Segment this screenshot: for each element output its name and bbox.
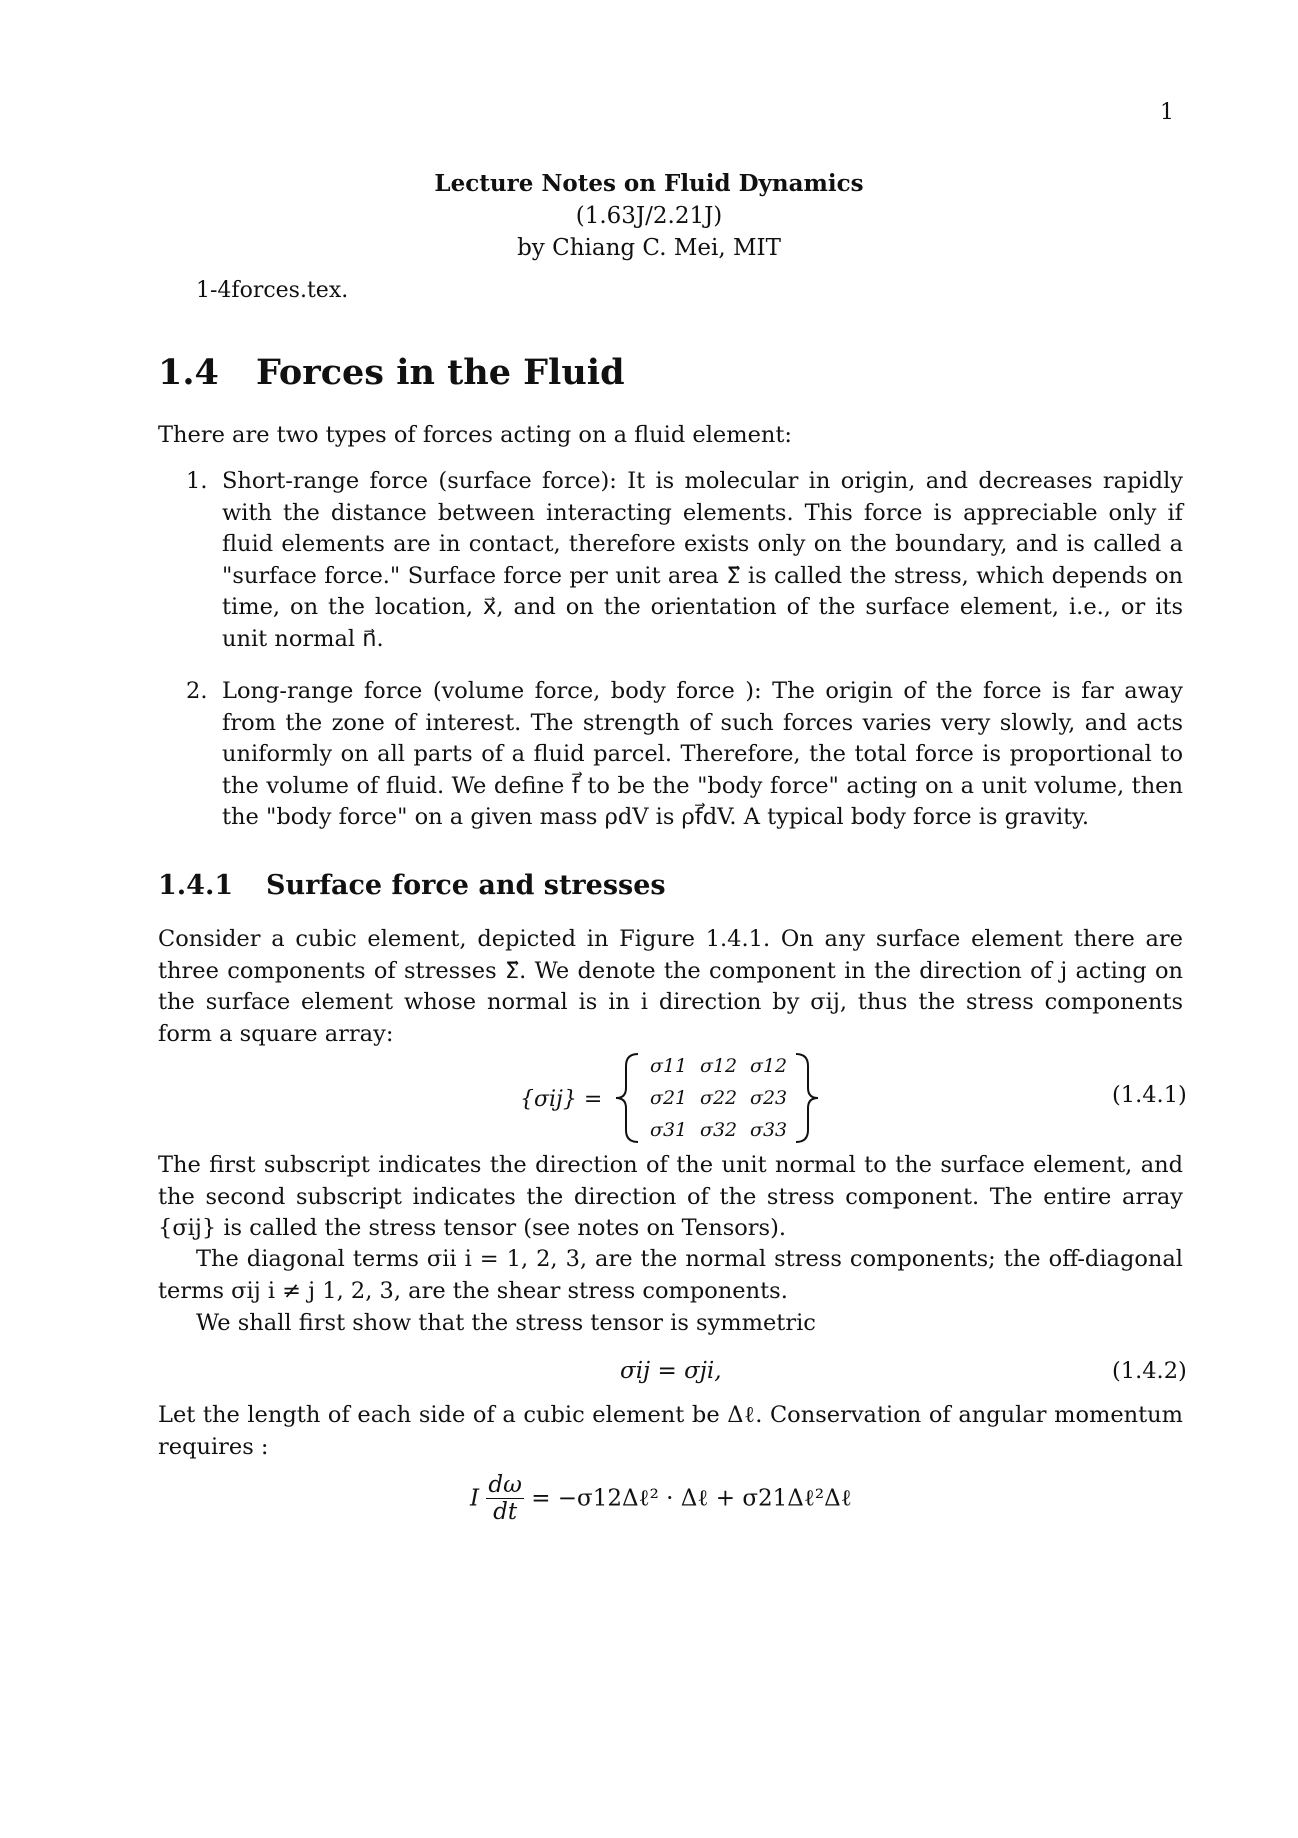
document-title: Lecture Notes on Fluid Dynamics [434,170,864,197]
title-block [0,168,1298,264]
subsection-heading [158,870,666,901]
matrix-cell: σ21 [650,1087,688,1109]
matrix-cell: σ11 [650,1055,688,1077]
matrix-cell: σ12 [700,1055,738,1077]
paragraph [158,1244,1183,1307]
matrix-cell: σ12 [750,1055,788,1077]
list-item [158,466,1183,655]
paragraph: Consider a cubic element, depicted in Figure 1.4.1. On any surface element there are three components of stresses Σ⃗. We denote the component in the direction of j acting on the surface element whose normal is in i direction by σij, thus the stress components form a square array: [158,926,1183,1047]
section-title: Forces in the Fluid [256,352,625,393]
eq-coefficient: I [470,1485,480,1512]
section-heading [158,352,625,393]
fraction-numerator: dω [488,1472,522,1498]
angular-momentum-equation [470,1472,852,1525]
list-marker: 2. [186,678,208,704]
course-number: (1.63J/2.21J) [575,203,723,229]
equation-label: (1.4.1) [1112,1082,1187,1108]
equation-label: (1.4.2) [1112,1358,1187,1384]
file-name: 1-4forces.tex. [196,278,349,303]
page-number: 1 [1160,100,1174,125]
eq-right-side: = −σ12Δℓ² · Δℓ + σ21Δℓ²Δℓ [531,1485,852,1512]
subsection-title: Surface force and stresses [266,870,666,901]
right-brace [796,1054,818,1142]
list-item-text: Long-range force (volume force, body force ): The origin of the force is far away from the zone of interest. The strength of such forces varies very slowly, and acts uniformly on all parts of a fluid parcel. Therefore, the total force is proportional to the volume of fluid. We define f⃗ to be the "body force" acting on a unit volume, then the "body force" on a given mass ρdV is ρf⃗dV. A typical body force is gravity. [222,678,1183,830]
matrix-cell: σ33 [750,1119,788,1141]
section-number: 1.4 [158,352,219,393]
matrix-cell: σ22 [700,1087,738,1109]
paragraph-text: We shall first show that the stress tensor is symmetric [196,1310,816,1336]
left-brace [616,1054,638,1142]
list-marker: 1. [186,468,208,494]
matrix-cell: σ23 [750,1087,788,1109]
stress-tensor-matrix [520,1048,820,1148]
symmetry-equation: σij = σji, [620,1358,722,1384]
derivative-fraction [486,1472,523,1525]
paragraph [158,1308,1183,1340]
list-item [158,676,1183,834]
paragraph-text: The diagonal terms σii i = 1, 2, 3, are the normal stress components; the off-diagonal terms σij i ≠ j 1, 2, 3, are the shear stress components. [158,1246,1183,1304]
paragraph: Let the length of each side of a cubic element be Δℓ. Conservation of angular momentum requires : [158,1402,1183,1460]
paragraph: The first subscript indicates the direction of the unit normal to the surface element, and the second subscript indicates the direction of the stress component. The entire array {σij} is called the stress tensor (see notes on Tensors). [158,1152,1183,1241]
matrix-cell: σ31 [650,1119,688,1141]
intro-paragraph: There are two types of forces acting on a fluid element: [158,422,793,448]
matrix-lhs: {σij} = [520,1087,603,1112]
list-item-text: Short-range force (surface force): It is molecular in origin, and decreases rapidly with the distance between interacting elements. This force is appreciable only if fluid elements are in contact, therefore exists only on the boundary, and is called a "surface force." Surface force per unit area Σ⃗ is called the stress, which depends on time, on the location, x⃗, and on the orientation of the surface element, i.e., or its unit normal n⃗. [222,468,1183,652]
subsection-number: 1.4.1 [158,870,234,901]
author-line: by Chiang C. Mei, MIT [517,235,781,261]
matrix-cell: σ32 [700,1119,738,1141]
fraction-denominator: dt [493,1499,518,1525]
